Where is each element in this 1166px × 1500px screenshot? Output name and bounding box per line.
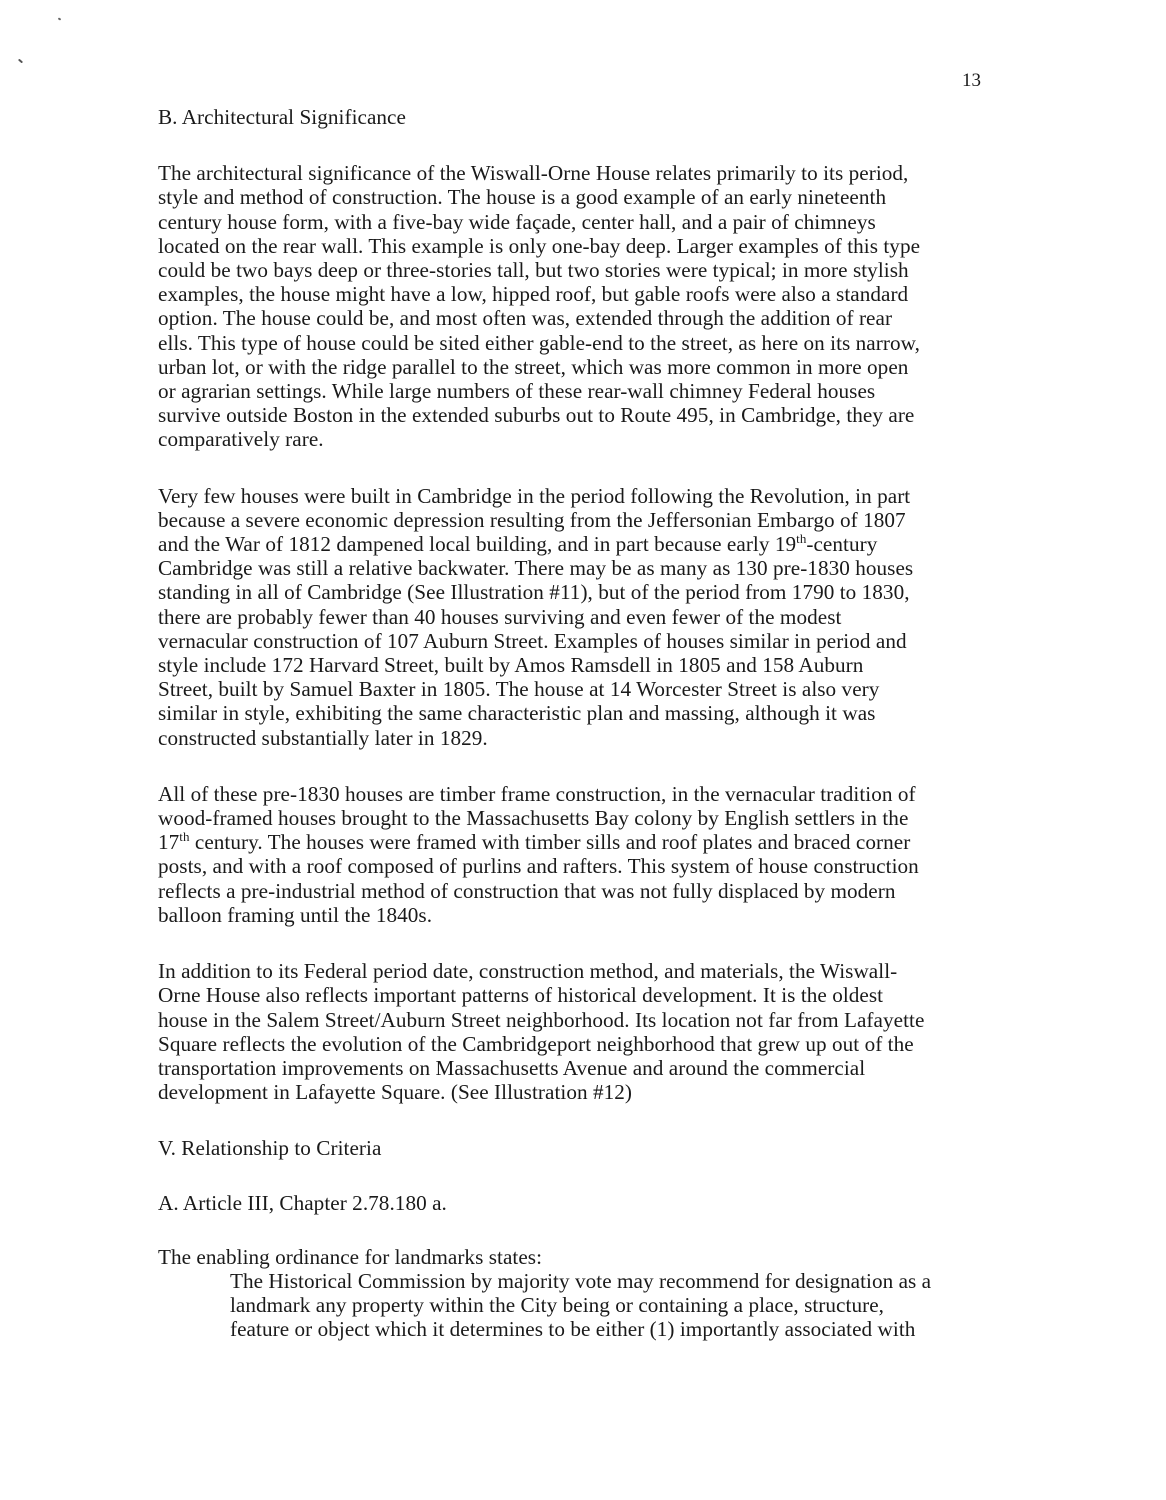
paragraph-timber-frame xyxy=(158,782,998,927)
text-line: comparatively rare. xyxy=(158,427,324,452)
text-fragment: and the War of 1812 dampened local building, and in part because early 19 xyxy=(158,532,797,557)
text-line: Square reflects the evolution of the Cambridgeport neighborhood that grew up out of the xyxy=(158,1031,914,1056)
text-line: landmark any property within the City being or containing a place, structure, xyxy=(230,1293,884,1318)
text-line: Street, built by Samuel Baxter in 1805. The house at 14 Worcester Street is also very xyxy=(158,677,880,702)
text-line: In addition to its Federal period date, construction method, and materials, the Wiswall- xyxy=(158,959,898,984)
section-v-heading: V. Relationship to Criteria xyxy=(158,1136,382,1161)
text-line: Orne House also reflects important patterns of historical development. It is the oldest xyxy=(158,983,884,1008)
text-line: because a severe economic depression resulting from the Jeffersonian Embargo of 1807 xyxy=(158,507,906,532)
ordinance-intro: The enabling ordinance for landmarks states: xyxy=(158,1244,543,1269)
text-line: The architectural significance of the Wiswall-Orne House relates primarily to its period, xyxy=(158,161,909,186)
ordinance-quote xyxy=(230,1269,1000,1342)
text-line: ells. This type of house could be sited either gable-end to the street, as here on its narrow, xyxy=(158,330,920,355)
text-line: or agrarian settings. While large numbers of these rear-wall chimney Federal houses xyxy=(158,379,876,404)
text-line: survive outside Boston in the extended suburbs out to Route 495, in Cambridge, they are xyxy=(158,403,915,428)
text-line: century house form, with a five-bay wide façade, center hall, and a pair of chimneys xyxy=(158,209,876,234)
text-line: posts, and with a roof composed of purlins and rafters. This system of house construction xyxy=(158,854,919,879)
text-line: option. The house could be, and most often was, extended through the addition of rear xyxy=(158,306,893,331)
paragraph-architectural-significance xyxy=(158,161,998,451)
superscript: th xyxy=(179,829,190,845)
text-line: balloon framing until the 1840s. xyxy=(158,902,433,927)
text-fragment: century. The houses were framed with timber sills and roof plates and braced corner xyxy=(189,830,911,855)
text-line: feature or object which it determines to be either (1) importantly associated with xyxy=(230,1317,916,1342)
text-fragment: 17 xyxy=(158,830,180,855)
text-line: located on the rear wall. This example is only one-bay deep. Larger examples of this type xyxy=(158,233,921,258)
document-body xyxy=(158,105,998,1342)
text-line: urban lot, or with the ridge parallel to the street, which was more common in more open xyxy=(158,354,909,379)
page-number: 13 xyxy=(962,70,981,91)
text-line: wood-framed houses brought to the Massachusetts Bay colony by English settlers in the xyxy=(158,806,909,831)
text-line: house in the Salem Street/Auburn Street neighborhood. Its location not far from Lafayette xyxy=(158,1007,925,1032)
scan-speck xyxy=(58,17,62,20)
superscript: th xyxy=(796,530,807,546)
section-a-heading: A. Article III, Chapter 2.78.180 a. xyxy=(158,1190,447,1215)
text-line: examples, the house might have a low, hipped roof, but gable roofs were also a standard xyxy=(158,282,909,307)
text-line xyxy=(158,532,998,556)
text-line: The Historical Commission by majority vote may recommend for designation as a xyxy=(230,1268,932,1293)
text-line: All of these pre-1830 houses are timber frame construction, in the vernacular tradition of xyxy=(158,781,916,806)
text-line: standing in all of Cambridge (See Illustration #11), but of the period from 1790 to 1830, xyxy=(158,580,910,605)
scan-speck xyxy=(18,59,23,64)
text-line: could be two bays deep or three-stories tall, but two stories were typical; in more stylish xyxy=(158,258,909,283)
text-line xyxy=(158,830,998,854)
text-line: reflects a pre-industrial method of construction that was not fully displaced by modern xyxy=(158,878,896,903)
text-line: there are probably fewer than 40 houses surviving and even fewer of the modest xyxy=(158,604,842,629)
section-b-heading: B. Architectural Significance xyxy=(158,105,406,129)
text-line: Very few houses were built in Cambridge in the period following the Revolution, in part xyxy=(158,483,911,508)
text-line: transportation improvements on Massachusetts Avenue and around the commercial xyxy=(158,1055,866,1080)
text-line: style include 172 Harvard Street, built by Amos Ramsdell in 1805 and 158 Auburn xyxy=(158,653,864,678)
text-line: style and method of construction. The house is a good example of an early nineteenth xyxy=(158,185,887,210)
text-line: vernacular construction of 107 Auburn Street. Examples of houses similar in period and xyxy=(158,628,907,653)
text-line: similar in style, exhibiting the same characteristic plan and massing, although it was xyxy=(158,701,876,726)
paragraph-cambridge-houses xyxy=(158,484,998,750)
paragraph-historical-development xyxy=(158,959,998,1104)
text-line: constructed substantially later in 1829. xyxy=(158,725,488,750)
text-line: development in Lafayette Square. (See Illustration #12) xyxy=(158,1080,633,1105)
text-line: Cambridge was still a relative backwater. There may be as many as 130 pre-1830 houses xyxy=(158,556,914,581)
text-fragment: -century xyxy=(806,532,878,557)
